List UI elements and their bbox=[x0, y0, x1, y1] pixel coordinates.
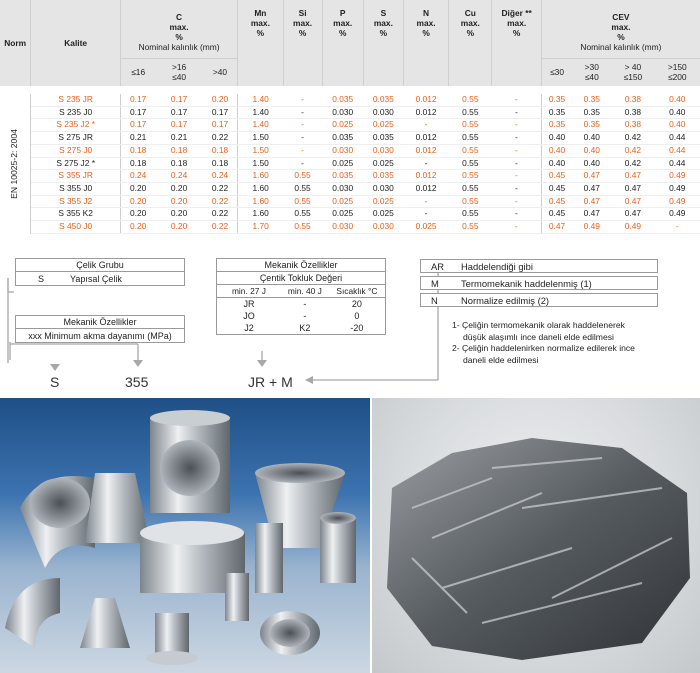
cell-mn: 1.50 bbox=[238, 144, 283, 157]
cell-kalite: S 450 J0 bbox=[31, 221, 121, 234]
header-cu-symbol: Cu bbox=[464, 8, 476, 18]
note-line-2: düşük alaşımlı ince daneli elde edilmesi bbox=[463, 331, 614, 342]
footnotes bbox=[452, 320, 692, 366]
header-cev-symbol: CEV bbox=[612, 11, 630, 22]
mekanik-2-header bbox=[217, 285, 385, 298]
cell-cu: 0.55 bbox=[449, 157, 492, 170]
header-si-max: max. bbox=[293, 18, 313, 28]
hdr-line: >30 bbox=[584, 62, 599, 73]
cell-cu: 0.55 bbox=[449, 208, 492, 221]
header-diger-symbol: Diğer ** bbox=[501, 8, 532, 18]
legend-label: Haddelendiği gibi bbox=[461, 260, 533, 272]
cell: - bbox=[303, 299, 307, 309]
cell-cev-150: 0.47 bbox=[611, 208, 654, 221]
mekanik-1-desc: xxx Minimum akma dayanımı (MPa) bbox=[28, 330, 172, 341]
header-cu-pct: % bbox=[466, 28, 475, 38]
cell-p: 0.035 bbox=[322, 132, 363, 145]
code-suffix: JR + M bbox=[248, 374, 293, 390]
cell-diger: - bbox=[492, 195, 541, 208]
cell-cev-150: 0.38 bbox=[611, 94, 654, 106]
cell-p: 0.025 bbox=[322, 195, 363, 208]
cell-cev-40: 0.49 bbox=[572, 221, 611, 234]
cell-cev-30: 0.45 bbox=[541, 195, 572, 208]
pipe-opening bbox=[320, 512, 356, 524]
cell-si: - bbox=[283, 144, 322, 157]
hdr-line: ≤150 bbox=[623, 72, 643, 83]
cell-cev-150: 0.38 bbox=[611, 119, 654, 132]
header-si-pct: % bbox=[298, 28, 307, 38]
cell-p: 0.030 bbox=[322, 144, 363, 157]
cell-kalite: S 235 JR bbox=[31, 94, 121, 106]
cell-c-16: 0.21 bbox=[120, 132, 155, 145]
cell-cev-40: 0.35 bbox=[572, 119, 611, 132]
cell-c-40: 0.18 bbox=[155, 144, 202, 157]
cell-cu: 0.55 bbox=[449, 132, 492, 145]
header-mn-pct: % bbox=[256, 28, 265, 38]
cell-n: - bbox=[403, 195, 448, 208]
header-c-pct: % bbox=[175, 31, 183, 42]
cell-cev-200: 0.49 bbox=[655, 182, 700, 195]
legend-m bbox=[420, 276, 658, 290]
hdr-line: ≤40 bbox=[172, 72, 187, 83]
cell-cev-200: 0.44 bbox=[655, 157, 700, 170]
cell-c-16: 0.17 bbox=[120, 106, 155, 119]
cell-kalite: S 275 JR bbox=[31, 132, 121, 145]
cell-c-16: 0.24 bbox=[120, 170, 155, 183]
cell-cev-30: 0.40 bbox=[541, 144, 572, 157]
cell-c-40: 0.17 bbox=[155, 119, 202, 132]
header-mn-symbol: Mn bbox=[254, 8, 267, 18]
cell-cev-40: 0.40 bbox=[572, 132, 611, 145]
cell-cev-40: 0.47 bbox=[572, 195, 611, 208]
header-p-symbol: P bbox=[339, 8, 346, 18]
cell-cev-30: 0.47 bbox=[541, 221, 572, 234]
legend-key: M bbox=[431, 277, 439, 289]
cell-c-16: 0.17 bbox=[120, 119, 155, 132]
cell-c-gt40: 0.22 bbox=[203, 132, 238, 145]
note-line-3: 2- Çeliğin haddelenirken normalize edilerek ince bbox=[452, 343, 635, 353]
header-n-symbol: N bbox=[423, 8, 430, 18]
cell-cev-200: 0.40 bbox=[655, 106, 700, 119]
cell-s: 0.025 bbox=[363, 119, 403, 132]
metal-ingot-photo bbox=[372, 398, 700, 673]
cell-n: 0.012 bbox=[403, 94, 448, 106]
cell: JO bbox=[243, 311, 255, 321]
cell-c-16: 0.20 bbox=[120, 221, 155, 234]
cell-cev-150: 0.47 bbox=[611, 170, 654, 183]
cell-c-gt40: 0.18 bbox=[203, 157, 238, 170]
cell-s: 0.030 bbox=[363, 182, 403, 195]
cell-s: 0.030 bbox=[363, 221, 403, 234]
cell-diger: - bbox=[492, 119, 541, 132]
elbow-small bbox=[5, 578, 60, 648]
cell-cev-200: 0.40 bbox=[655, 94, 700, 106]
cell-cev-150: 0.47 bbox=[611, 195, 654, 208]
small-tee bbox=[255, 523, 283, 593]
hdr-line: ≤40 bbox=[584, 72, 599, 83]
cell-cev-30: 0.40 bbox=[541, 132, 572, 145]
toughness-row-j2 bbox=[217, 322, 385, 334]
cell-cev-40: 0.35 bbox=[572, 106, 611, 119]
header-c-nominal: Nominal kalınlık (mm) bbox=[138, 41, 220, 52]
cell-cu: 0.55 bbox=[449, 144, 492, 157]
connector-grubu bbox=[8, 278, 14, 292]
cell-si: 0.55 bbox=[283, 170, 322, 183]
cell-mn: 1.60 bbox=[238, 170, 283, 183]
cell-p: 0.035 bbox=[322, 94, 363, 106]
cap-top bbox=[140, 521, 244, 545]
cell-si: 0.55 bbox=[283, 182, 322, 195]
header-n-max: max. bbox=[416, 18, 436, 28]
cell-c-gt40: 0.24 bbox=[203, 170, 238, 183]
cell-cu: 0.55 bbox=[449, 94, 492, 106]
cell-kalite: S 235 J2 * bbox=[31, 119, 121, 132]
col-temp: Sıcaklık °C bbox=[336, 286, 378, 296]
cell-c-gt40: 0.17 bbox=[203, 119, 238, 132]
cell-kalite: S 355 JR bbox=[31, 170, 121, 183]
cone bbox=[80, 598, 130, 648]
cell-si: - bbox=[283, 94, 322, 106]
hdr-line: ≤30 bbox=[550, 67, 564, 78]
cell-c-16: 0.18 bbox=[120, 144, 155, 157]
cell-si: - bbox=[283, 119, 322, 132]
ring-hole bbox=[270, 619, 310, 647]
elbow-opening bbox=[30, 478, 90, 528]
cell-si: - bbox=[283, 132, 322, 145]
cell-c-gt40: 0.22 bbox=[203, 221, 238, 234]
hdr-line: >150 bbox=[667, 62, 687, 73]
cell-c-16: 0.20 bbox=[120, 195, 155, 208]
header-s-symbol: S bbox=[380, 8, 387, 18]
cell-cev-150: 0.42 bbox=[611, 144, 654, 157]
hdr-line: >40 bbox=[212, 67, 228, 78]
cell-cev-200: 0.40 bbox=[655, 119, 700, 132]
cell-c-40: 0.20 bbox=[155, 208, 202, 221]
cell-s: 0.035 bbox=[363, 170, 403, 183]
pipe-cylinder bbox=[320, 518, 356, 583]
hdr-line: ≤200 bbox=[667, 72, 687, 83]
cell-mn: 1.50 bbox=[238, 132, 283, 145]
cell-p: 0.030 bbox=[322, 106, 363, 119]
header-cu-max: max. bbox=[460, 18, 480, 28]
cell-cev-150: 0.42 bbox=[611, 157, 654, 170]
cell-cev-40: 0.47 bbox=[572, 182, 611, 195]
cell-kalite: S 235 J0 bbox=[31, 106, 121, 119]
legend-n bbox=[420, 293, 658, 307]
cell-c-40: 0.18 bbox=[155, 157, 202, 170]
cell-p: 0.030 bbox=[322, 221, 363, 234]
cell-c-40: 0.17 bbox=[155, 106, 202, 119]
cell-cev-150: 0.47 bbox=[611, 182, 654, 195]
cell-c-40: 0.24 bbox=[155, 170, 202, 183]
cell-cev-40: 0.47 bbox=[572, 208, 611, 221]
cell-s: 0.025 bbox=[363, 157, 403, 170]
cell-cev-30: 0.35 bbox=[541, 106, 572, 119]
celik-grubu-box bbox=[15, 258, 185, 286]
cell-s: 0.025 bbox=[363, 195, 403, 208]
cell-n: 0.012 bbox=[403, 170, 448, 183]
legend-key: AR bbox=[431, 260, 445, 272]
cell-c-gt40: 0.17 bbox=[203, 106, 238, 119]
cell-cu: 0.55 bbox=[449, 182, 492, 195]
legend-key: N bbox=[431, 294, 438, 306]
cell-c-40: 0.21 bbox=[155, 132, 202, 145]
cell-kalite: S 355 K2 bbox=[31, 208, 121, 221]
celik-grubu-title: Çelik Grubu bbox=[16, 259, 184, 272]
header-cev-max: max. bbox=[611, 21, 631, 32]
arrow-m bbox=[305, 376, 313, 384]
arrow-355 bbox=[133, 360, 143, 367]
cell-diger: - bbox=[492, 106, 541, 119]
cell-si: 0.55 bbox=[283, 208, 322, 221]
cell-kalite: S 275 J2 * bbox=[31, 157, 121, 170]
header-diger-max: max. bbox=[507, 18, 527, 28]
header-diger-pct: % bbox=[512, 28, 521, 38]
fittings-illustration bbox=[0, 398, 370, 673]
cell-c-16: 0.20 bbox=[120, 208, 155, 221]
cell-kalite: S 275 J0 bbox=[31, 144, 121, 157]
cell-n: - bbox=[403, 119, 448, 132]
cell-s: 0.030 bbox=[363, 106, 403, 119]
header-cev-nominal: Nominal kalınlık (mm) bbox=[580, 41, 662, 52]
cell-cu: 0.55 bbox=[449, 106, 492, 119]
cell-cev-150: 0.42 bbox=[611, 132, 654, 145]
cell-cev-30: 0.40 bbox=[541, 157, 572, 170]
ingot-body bbox=[387, 438, 690, 660]
header-n-pct: % bbox=[422, 28, 430, 38]
cell-mn: 1.40 bbox=[238, 94, 283, 106]
cell-kalite: S 355 J0 bbox=[31, 182, 121, 195]
cell-n: 0.012 bbox=[403, 106, 448, 119]
cell-p: 0.030 bbox=[322, 182, 363, 195]
cell-cu: 0.55 bbox=[449, 195, 492, 208]
cell: JR bbox=[243, 299, 255, 309]
cell-p: 0.025 bbox=[322, 208, 363, 221]
cell-mn: 1.50 bbox=[238, 157, 283, 170]
cell-diger: - bbox=[492, 170, 541, 183]
mekanik-ozellikler-box-1 bbox=[15, 315, 185, 343]
cell-n: 0.012 bbox=[403, 144, 448, 157]
cell-mn: 1.60 bbox=[238, 208, 283, 221]
cell-cev-200: 0.44 bbox=[655, 132, 700, 145]
cell-cev-30: 0.35 bbox=[541, 119, 572, 132]
header-kalite: Kalite bbox=[31, 0, 121, 86]
cell-mn: 1.40 bbox=[238, 106, 283, 119]
cell-c-gt40: 0.22 bbox=[203, 182, 238, 195]
cell-cev-150: 0.49 bbox=[611, 221, 654, 234]
note-line-4: daneli elde edilmesi bbox=[463, 354, 539, 365]
toughness-row-jr bbox=[217, 298, 385, 310]
cell-mn: 1.40 bbox=[238, 119, 283, 132]
hdr-line: >16 bbox=[171, 62, 187, 73]
cell-p: 0.025 bbox=[322, 119, 363, 132]
cell-cev-40: 0.40 bbox=[572, 157, 611, 170]
header-c-max: max. bbox=[169, 21, 189, 32]
col-27j: min. 27 J bbox=[231, 286, 266, 296]
celik-grubu-row bbox=[16, 272, 184, 285]
cell-cev-40: 0.35 bbox=[572, 94, 611, 106]
tee-opening bbox=[160, 440, 220, 496]
legend-label: Termomekanik haddelenmiş (1) bbox=[461, 277, 592, 289]
cell: - bbox=[303, 311, 307, 321]
cell-kalite: S 355 J2 bbox=[31, 195, 121, 208]
arrow-s bbox=[50, 364, 60, 371]
cell-diger: - bbox=[492, 221, 541, 234]
cell-si: 0.55 bbox=[283, 221, 322, 234]
header-s-max: max. bbox=[373, 18, 393, 28]
hdr-line: ≤16 bbox=[131, 67, 146, 78]
cell-diger: - bbox=[492, 94, 541, 106]
reducer-right-opening bbox=[255, 463, 345, 483]
small-cylinder bbox=[225, 573, 249, 621]
cell: J2 bbox=[244, 323, 254, 333]
cell-c-16: 0.20 bbox=[120, 182, 155, 195]
toughness-row-jo bbox=[217, 310, 385, 322]
cell: -20 bbox=[350, 323, 364, 333]
cell-cev-30: 0.35 bbox=[541, 94, 572, 106]
mekanik-1-title: Mekanik Özellikler bbox=[16, 316, 184, 329]
cell-mn: 1.60 bbox=[238, 195, 283, 208]
cell-s: 0.035 bbox=[363, 132, 403, 145]
ingot-illustration bbox=[372, 398, 700, 673]
cell-cu: 0.55 bbox=[449, 119, 492, 132]
cell-c-gt40: 0.22 bbox=[203, 208, 238, 221]
header-c-symbol: C bbox=[176, 11, 183, 22]
mekanik-ozellikler-box-2 bbox=[216, 258, 386, 335]
cell-cev-200: 0.49 bbox=[655, 195, 700, 208]
cell-si: - bbox=[283, 106, 322, 119]
header-norm: Norm bbox=[0, 0, 31, 86]
cell-p: 0.025 bbox=[322, 157, 363, 170]
steel-fittings-photo bbox=[0, 398, 370, 673]
cell-cev-200: 0.49 bbox=[655, 170, 700, 183]
cell-diger: - bbox=[492, 208, 541, 221]
arrow-jr bbox=[257, 360, 267, 367]
cell-si: - bbox=[283, 157, 322, 170]
cell-cev-150: 0.38 bbox=[611, 106, 654, 119]
cell-c-gt40: 0.20 bbox=[203, 94, 238, 106]
col-40j: min. 40 J bbox=[287, 286, 322, 296]
celik-grubu-desc: Yapısal Çelik bbox=[70, 273, 122, 284]
mekanik-2-subtitle: Çentik Tokluk Değeri bbox=[217, 272, 385, 285]
header-si-symbol: Si bbox=[298, 8, 307, 18]
cell: 20 bbox=[351, 299, 362, 309]
legend-ar bbox=[420, 259, 658, 273]
cell-cev-30: 0.45 bbox=[541, 170, 572, 183]
header-p-max: max. bbox=[333, 18, 353, 28]
cell-cev-40: 0.40 bbox=[572, 144, 611, 157]
mekanik-2-title: Mekanik Özellikler bbox=[217, 259, 385, 272]
celik-grubu-code: S bbox=[38, 273, 45, 284]
cell-cev-40: 0.47 bbox=[572, 170, 611, 183]
cell: K2 bbox=[299, 323, 311, 333]
cell-n: - bbox=[403, 157, 448, 170]
cell-si: 0.55 bbox=[283, 195, 322, 208]
cell-diger: - bbox=[492, 132, 541, 145]
cell-c-40: 0.20 bbox=[155, 221, 202, 234]
cell-cev-200: 0.49 bbox=[655, 208, 700, 221]
cell-cev-200: 0.44 bbox=[655, 144, 700, 157]
cell-c-gt40: 0.22 bbox=[203, 195, 238, 208]
cell-c-gt40: 0.18 bbox=[203, 144, 238, 157]
cell-cu: 0.55 bbox=[449, 170, 492, 183]
code-strength: 355 bbox=[125, 374, 149, 390]
note-line-1: 1- Çeliğin termomekanik olarak haddelenerek bbox=[452, 320, 625, 330]
cell-mn: 1.60 bbox=[238, 182, 283, 195]
cell-n: - bbox=[403, 208, 448, 221]
cell-s: 0.035 bbox=[363, 94, 403, 106]
header-mn-max: max. bbox=[250, 18, 270, 28]
cell-p: 0.035 bbox=[322, 170, 363, 183]
cell-cev-200: - bbox=[655, 221, 700, 234]
cell-n: 0.012 bbox=[403, 132, 448, 145]
header-p-pct: % bbox=[338, 28, 347, 38]
norm-label: EN 10025-2: 2004 bbox=[9, 128, 20, 199]
cell-c-16: 0.17 bbox=[120, 94, 155, 106]
tee-top bbox=[150, 410, 230, 426]
cell-c-40: 0.20 bbox=[155, 195, 202, 208]
cell-n: 0.025 bbox=[403, 221, 448, 234]
cell-diger: - bbox=[492, 157, 541, 170]
cell-cev-30: 0.45 bbox=[541, 182, 572, 195]
cell-diger: - bbox=[492, 182, 541, 195]
legend-label: Normalize edilmiş (2) bbox=[461, 294, 550, 306]
cell-mn: 1.70 bbox=[238, 221, 283, 234]
cell-n: 0.012 bbox=[403, 182, 448, 195]
header-cev-pct: % bbox=[617, 31, 625, 42]
code-steel-group: S bbox=[50, 374, 60, 390]
cell-cu: 0.55 bbox=[449, 221, 492, 234]
hdr-line: > 40 bbox=[624, 62, 642, 73]
cell-c-16: 0.18 bbox=[120, 157, 155, 170]
cell-c-40: 0.20 bbox=[155, 182, 202, 195]
cell-c-40: 0.17 bbox=[155, 94, 202, 106]
cell: 0 bbox=[354, 311, 360, 321]
cell-cev-30: 0.45 bbox=[541, 208, 572, 221]
stub-flange-1 bbox=[146, 651, 198, 665]
cell-s: 0.025 bbox=[363, 208, 403, 221]
cell-diger: - bbox=[492, 144, 541, 157]
cell-s: 0.030 bbox=[363, 144, 403, 157]
header-s-pct: % bbox=[379, 28, 388, 38]
